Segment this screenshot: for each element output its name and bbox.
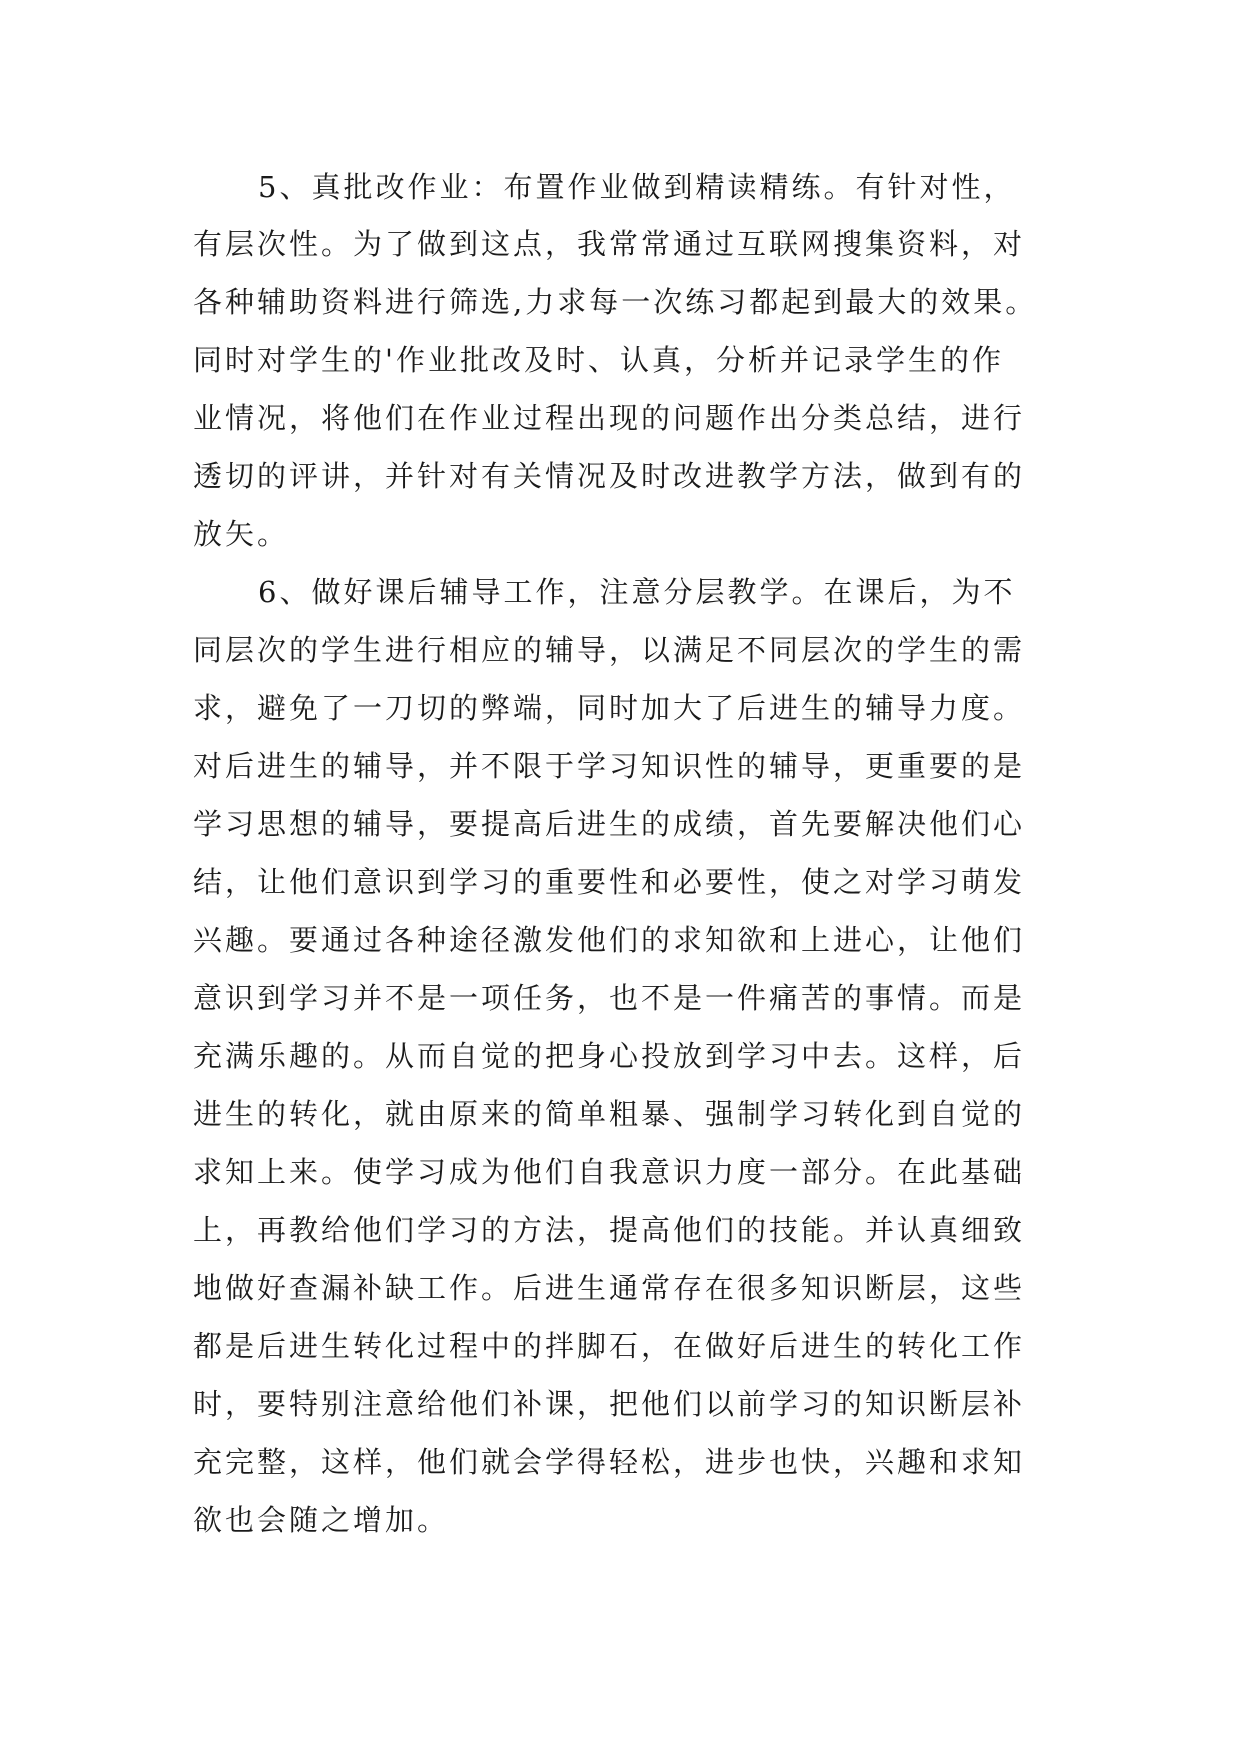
- text-line: 兴趣。要通过各种途径激发他们的求知欲和上进心，让他们: [193, 923, 1026, 957]
- text-line: 放矢。: [193, 517, 290, 551]
- text-line: 对后进生的辅导，并不限于学习知识性的辅导，更重要的是: [193, 749, 1026, 783]
- text-line: 各种辅助资料进行筛选,力求每一次练习都起到最大的效果。: [193, 285, 1038, 319]
- text-line: 进生的转化，就由原来的简单粗暴、强制学习转化到自觉的: [193, 1097, 1026, 1131]
- text-line: 时，要特别注意给他们补课，把他们以前学习的知识断层补: [193, 1387, 1026, 1421]
- text-line: 6、做好课后辅导工作，注意分层教学。在课后，为不: [258, 575, 1016, 609]
- text-line: 欲也会随之增加。: [193, 1503, 450, 1537]
- text-line: 结，让他们意识到学习的重要性和必要性，使之对学习萌发: [193, 865, 1026, 899]
- text-line: 同时对学生的'作业批改及时、认真，分析并记录学生的作: [193, 343, 1004, 377]
- text-line: 求知上来。使学习成为他们自我意识力度一部分。在此基础: [193, 1155, 1026, 1189]
- text-line: 学习思想的辅导，要提高后进生的成绩，首先要解决他们心: [193, 807, 1026, 841]
- text-line: 意识到学习并不是一项任务，也不是一件痛苦的事情。而是: [193, 981, 1026, 1015]
- text-line: 求，避免了一刀切的弊端，同时加大了后进生的辅导力度。: [193, 691, 1026, 725]
- text-line: 有层次性。为了做到这点，我常常通过互联网搜集资料，对: [193, 227, 1026, 261]
- text-line: 5、真批改作业：布置作业做到精读精练。有针对性，: [258, 170, 1016, 204]
- text-line: 透切的评讲，并针对有关情况及时改进教学方法，做到有的: [193, 459, 1026, 493]
- text-line: 地做好查漏补缺工作。后进生通常存在很多知识断层，这些: [193, 1271, 1026, 1305]
- text-line: 充满乐趣的。从而自觉的把身心投放到学习中去。这样，后: [193, 1039, 1026, 1073]
- text-line: 都是后进生转化过程中的拌脚石，在做好后进生的转化工作: [193, 1329, 1026, 1363]
- text-line: 同层次的学生进行相应的辅导，以满足不同层次的学生的需: [193, 633, 1026, 667]
- text-line: 上，再教给他们学习的方法，提高他们的技能。并认真细致: [193, 1213, 1026, 1247]
- text-line: 业情况，将他们在作业过程出现的问题作出分类总结，进行: [193, 401, 1026, 435]
- text-line: 充完整，这样，他们就会学得轻松，进步也快，兴趣和求知: [193, 1445, 1026, 1479]
